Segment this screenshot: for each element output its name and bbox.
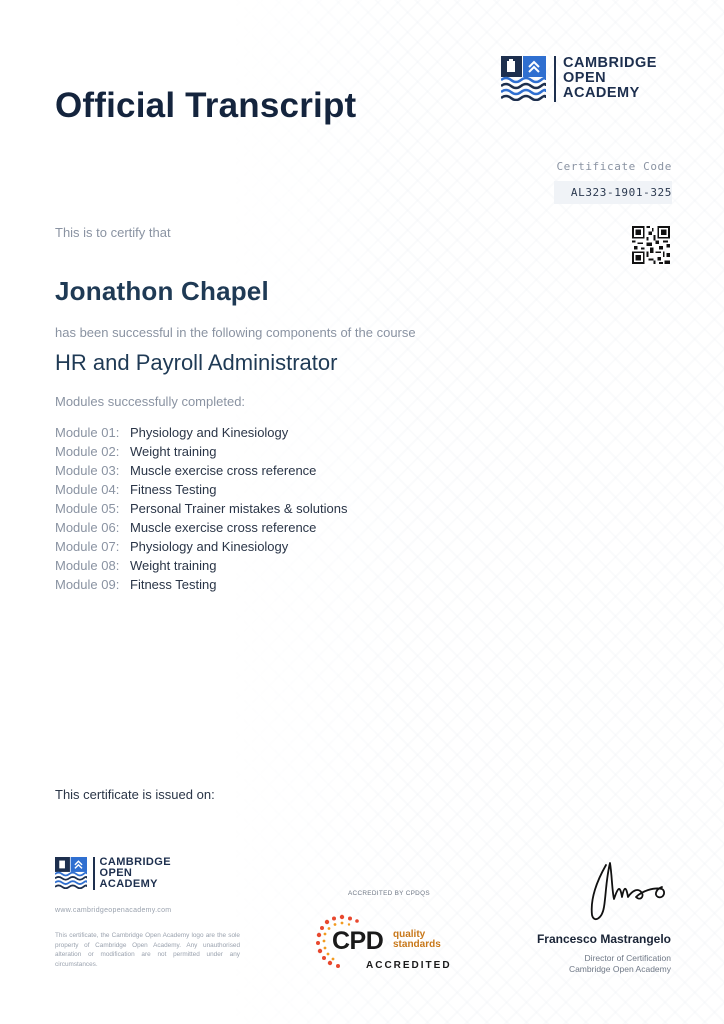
signature-icon [584, 857, 674, 927]
academy-logo-text: CAMBRIDGE OPEN ACADEMY [563, 55, 657, 101]
module-item [55, 518, 347, 537]
academy-logo [501, 56, 657, 102]
module-number: Module 01: [55, 425, 120, 440]
issued-on-text: This certificate is issued on: [55, 787, 215, 802]
module-number: Module 02: [55, 444, 120, 459]
legal-notice: This certificate, the Cambridge Open Academy logo are the sole property of Cambridge Open Academy. Any unauthorised alteration or modification are not permitted under any circumstances. [55, 932, 240, 968]
signatory-name: Francesco Mastrangelo [536, 932, 671, 946]
module-name: Physiology and Kinesiology [130, 425, 289, 440]
signatory-role: Director of Certification Cambridge Open Academy [568, 953, 671, 974]
module-item [55, 575, 347, 594]
module-number: Module 09: [55, 577, 120, 592]
module-name: Weight training [130, 558, 217, 573]
module-number: Module 05: [55, 501, 120, 516]
module-list [55, 423, 347, 594]
module-item [55, 556, 347, 575]
cpd-accredited-text: ACCREDITED [366, 960, 452, 971]
module-name: Muscle exercise cross reference [130, 463, 317, 478]
module-item [55, 461, 347, 480]
accreditation-label: ACCREDITED BY CPDQS [348, 890, 430, 897]
academy-logo-icon [501, 56, 546, 101]
module-number: Module 03: [55, 463, 120, 478]
course-title: HR and Payroll Administrator [55, 350, 338, 375]
footer-logo [55, 857, 171, 890]
module-number: Module 08: [55, 558, 120, 573]
certify-text: This is to certify that [55, 225, 171, 240]
module-name: Muscle exercise cross reference [130, 520, 317, 535]
module-name: Fitness Testing [130, 482, 217, 497]
module-name: Weight training [130, 444, 217, 459]
modules-label: Modules successfully completed: [55, 394, 246, 409]
module-number: Module 07: [55, 539, 120, 554]
logo-divider [554, 56, 556, 102]
qr-code-icon[interactable] [632, 226, 670, 264]
module-name: Fitness Testing [130, 577, 217, 592]
module-item [55, 442, 347, 461]
cpd-badge [314, 913, 464, 973]
logo-divider [93, 857, 95, 890]
module-item [55, 480, 347, 499]
page-title: Official Transcript [55, 86, 357, 125]
module-item [55, 537, 347, 556]
website-link[interactable]: www.cambridgeopenacademy.com [55, 907, 172, 914]
recipient-name: Jonathon Chapel [55, 276, 269, 306]
academy-logo-icon [55, 857, 87, 889]
module-item [55, 423, 347, 442]
cpd-logo-text: CPD [332, 927, 384, 955]
certificate-code: AL323-1901-325 [554, 181, 672, 204]
module-number: Module 04: [55, 482, 120, 497]
academy-logo-text: CAMBRIDGE OPEN ACADEMY [99, 856, 171, 890]
cpd-quality-text: quality standards [393, 929, 441, 950]
module-name: Physiology and Kinesiology [130, 539, 289, 554]
module-name: Personal Trainer mistakes & solutions [130, 501, 348, 516]
success-text: has been successful in the following components of the course [55, 325, 416, 340]
certificate-code-label: Certificate Code [556, 160, 672, 173]
module-number: Module 06: [55, 520, 120, 535]
module-item [55, 499, 347, 518]
